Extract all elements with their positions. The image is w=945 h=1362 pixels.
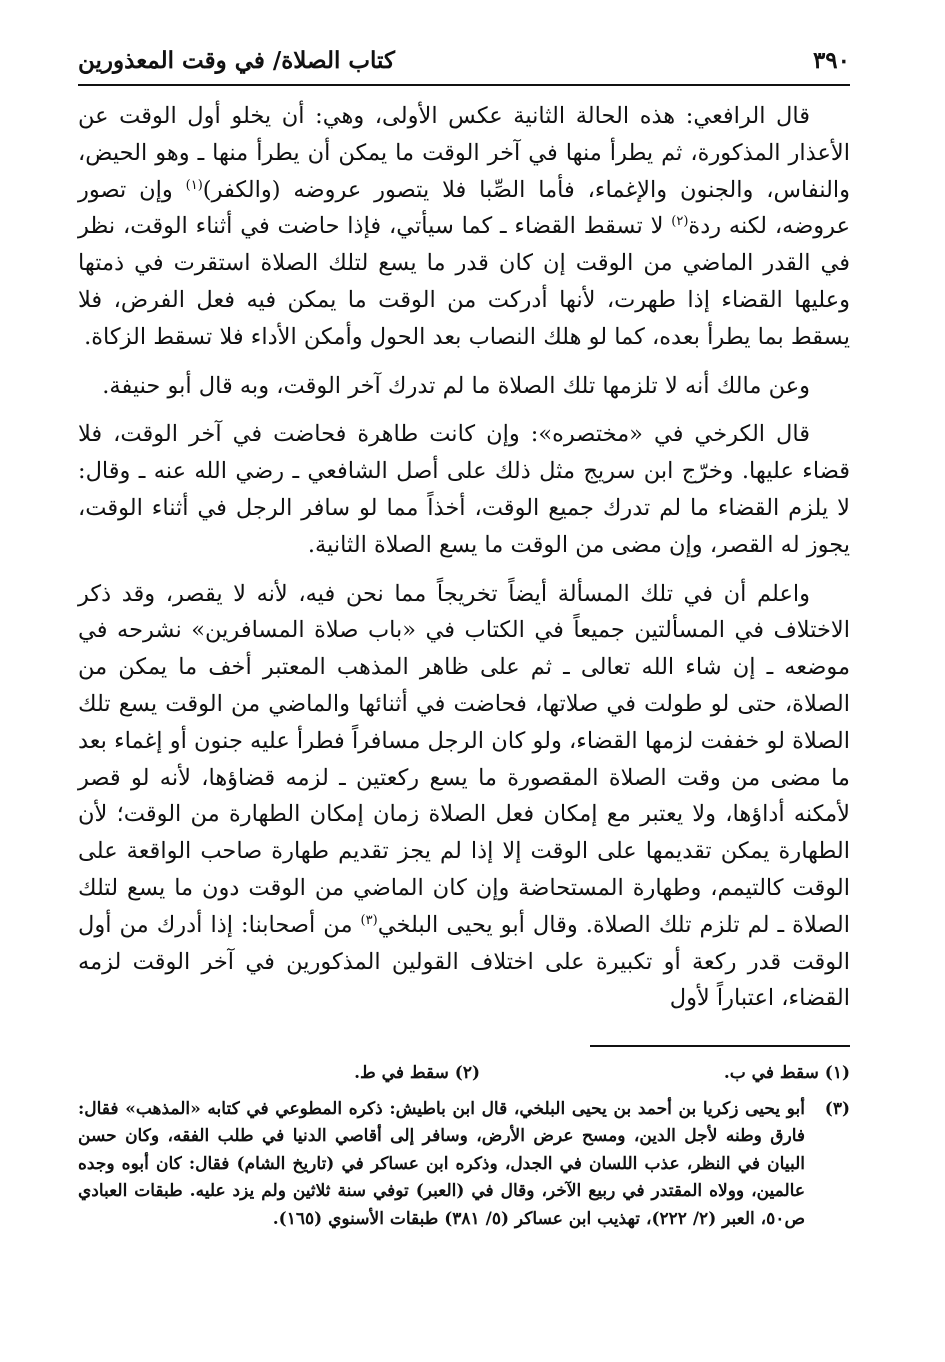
footnote-3-text: أبو يحيى زكريا بن أحمد بن يحيى البلخي، قال ابن باطيش: ذكره المطوعي في كتابه «المذهب» فقال: فارق وطنه لأجل الدين، ومسح عرض الأرض، وسافر إلى أقاصي الدنيا في طلب الفقه، وكان حسن البيان في النظر، عذب اللسان في الجدل، وذكره ابن عساكر في (تاريخ الشام) فقال: كان أبوه وجده عالمين، وولاه المقتدر في ربيع الآخر، وقال في (العبر) توفي سنة ثلاثين ولم يزد عليه. طبقات العبادي ص٥٠، العبر (٢/ ٢٢٢)، تهذيب ابن عساكر (٥/ ٣٨١) طبقات الأسنوي (١٦٥). (78, 1098, 805, 1229)
paragraph-4 (78, 576, 850, 1018)
footnote-ref-2: (٢) (671, 214, 689, 230)
footnote-2: (٢) سقط في ط. (354, 1063, 480, 1083)
footnote-row (78, 1060, 850, 1088)
paragraph-1-part-3: لا تسقط القضاء ـ كما سيأتي، فإذا حاضت في أثناء الوقت، نظر في القدر الماضي من الوقت إن كان قدر ما يسع لتلك الصلاة استقرت في ذمتها وعليها القضاء إذا طهرت، لأنها أدركت من الوقت ما يمكن فيه فعل الفرض، فلا يسقط بما يطرأ بعده، كما لو هلك النصاب بعد الحول وأمكن الأداء فلا تسقط الزكاة. (78, 213, 850, 350)
paragraph-1 (78, 98, 850, 356)
footnote-separator (590, 1045, 850, 1047)
paragraph-1-part-2: وإن تصور عروضه، لكنه ردة (78, 176, 850, 240)
paragraph-4-part-2: من أصحابنا: إذا أدرك من أول الوقت قدر ركعة أو تكبيرة على اختلاف القولين المذكورين في آخر الوقت لزمه القضاء، اعتباراً لأول (78, 911, 850, 1012)
page-header (78, 40, 850, 80)
paragraph-4-part-1: واعلم أن في تلك المسألة أيضاً تخريجاً مما نحن فيه، لأنه لا يقصر، وقد ذكر الاختلاف في المسألتين جميعاً في الكتاب في «باب صلاة المسافرين» نشرحه في موضعه ـ إن شاء الله تعالى ـ ثم على ظاهر المذهب المعتبر أخف ما يمكن من الصلاة، حتى لو طولت في صلاتها، فحاضت في أثنائها والماضي من الوقت يسع تلك الصلاة لو خففت لزمها القضاء، ولو كان الرجل مسافراً فطرأ عليه جنون أو إغماء بعد ما مضى من وقت الصلاة المقصورة ما يسع ركعتين ـ لزمه قضاؤها، لأنه لو قصر لأمكنه أداؤها، ولا يعتبر مع إمكان فعل الصلاة زمان إمكان الطهارة من الوقت؛ لأن الطهارة يمكن تقديمها على الوقت إلا إذا لم يجز تقديم طهارة صاحب الواقعة على الوقت كالتيمم، وطهارة المستحاضة وإن كان الماضي من الوقت دون ما يسع لتلك الصلاة ـ لم تلزم تلك الصلاة. وقال أبو يحيى البلخي (78, 580, 850, 938)
paragraph-1-part-1: قال الرافعي: هذه الحالة الثانية عكس الأولى، وهي: أن يخلو أول الوقت عن الأعذار المذكورة، ثم يطرأ منها في آخر الوقت ما يمكن أن يطرأ منها ـ وهو الحيض، والنفاس، والجنون والإغماء، فأما الصِّبا فلا يتصور عروضه (والكفر) (78, 103, 850, 203)
footnote-3-number: (٣) (824, 1098, 850, 1119)
footnote-ref-1: (١) (185, 177, 203, 193)
page-number: ٣٩٠ (812, 46, 850, 74)
footnote-ref-3: (٣) (360, 912, 378, 928)
paragraph-2: وعن مالك أنه لا تلزمها تلك الصلاة ما لم تدرك آخر الوقت، وبه قال أبو حنيفة. (102, 372, 810, 399)
footnotes (78, 1060, 850, 1233)
running-title: كتاب الصلاة/ في وقت المعذورين (78, 46, 395, 74)
header-rule (78, 84, 850, 86)
footnote-3 (78, 1096, 850, 1234)
footnote-1: (١) سقط في ب. (723, 1063, 850, 1083)
paragraph-3: قال الكرخي في «مختصره»: وإن كانت طاهرة فحاضت في آخر الوقت، فلا قضاء عليها. وخرّج ابن سريج مثل ذلك على أصل الشافعي ـ رضي الله عنه ـ وقال: لا يلزم القضاء ما لم تدرك جميع الوقت، أخذاً مما لو سافر الرجل في أثناء الوقت، يجوز له القصر، وإن مضى من الوقت ما يسع الصلاة الثانية. (78, 421, 850, 558)
main-text (78, 98, 850, 1017)
